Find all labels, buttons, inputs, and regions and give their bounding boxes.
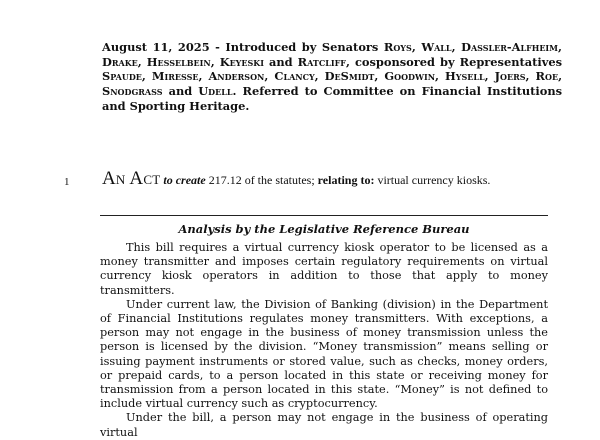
senator-name: Drake	[102, 54, 138, 69]
senator-name: Keyeski	[219, 54, 264, 69]
representative-name: Goodwin	[384, 69, 436, 84]
senator-name: Dassler-Alfheim	[461, 40, 559, 54]
intro-text-3: . Referred to Committee on Financial Institutions and Sporting Heritage.	[102, 84, 563, 113]
act-title	[102, 168, 572, 190]
representative-name: Spaude	[102, 69, 142, 84]
bill-introduction: August 11, 2025 - Introduced by Senators Roys, Wall, Dassler-Alfheim, Drake, Hesselbein, Keyeski and Ratcliff, cosponsored by Representatives Spaude, Miresse, Anderson, Clancy, DeSmidt, Goodwin, Hysell, Joers, Roe, Snodgrass and Udell. Referred to Committee on Financial Institutions and Sporting Heritage.	[102, 40, 563, 113]
representative-name: Joers	[494, 69, 526, 84]
intro-text-2: , cosponsored by Representatives	[345, 54, 562, 69]
analysis-paragraph: This bill requires a virtual currency kiosk operator to be licensed as a money transmitter and imposes certain regulatory requirements on virtual currency kiosk operators in addition to those that apply to money transmitters.	[100, 241, 548, 297]
representative-name: Miresse	[151, 69, 199, 84]
statute-section: 217.12 of the statutes;	[208, 173, 315, 187]
relating-to-phrase: relating to:	[317, 173, 375, 187]
representative-name: Roe	[535, 69, 559, 84]
analysis-paragraph: Under current law, the Division of Banking (division) in the Department of Financial Institutions regulates money transmitters. With exceptions, a person may not engage in the business of money transmission unless the person is licensed by the division. “Money transmission” means selling or issuing payment instruments or stored value, such as checks, money orders, or prepaid cards, to a person located in this state or receiving money for transmission from a person located in this state. “Money” is not defined to include virtual currency such as cryptocurrency.	[100, 297, 548, 411]
analysis-paragraph: Under the bill, a person may not engage in the business of operating virtual	[100, 411, 548, 439]
representative-name: Hysell	[445, 69, 485, 84]
intro-and-2: and	[162, 84, 199, 99]
line-number: 1	[64, 176, 70, 188]
representative-name: Snodgrass	[102, 84, 163, 99]
representative-name: DeSmidt	[324, 69, 375, 84]
analysis-title: Analysis by the Legislative Reference Bureau	[178, 222, 470, 236]
an-act-heading: An Act	[102, 168, 161, 189]
intro-and-1: and	[263, 54, 298, 69]
analysis-body	[100, 241, 548, 440]
intro-text-1: August 11, 2025 - Introduced by Senators	[102, 40, 384, 54]
act-subject: virtual currency kiosks.	[377, 173, 491, 187]
representative-name: Udell	[198, 84, 233, 99]
representative-name: Anderson	[208, 69, 265, 84]
representative-name: Clancy	[274, 69, 315, 84]
divider-rule	[100, 215, 548, 216]
senator-name: Roys	[383, 40, 412, 54]
senator-name: Ratcliff	[297, 54, 346, 69]
senator-name: Hesselbein	[146, 54, 211, 69]
to-create-phrase: to create	[163, 173, 206, 187]
senator-name: Wall	[421, 40, 452, 54]
